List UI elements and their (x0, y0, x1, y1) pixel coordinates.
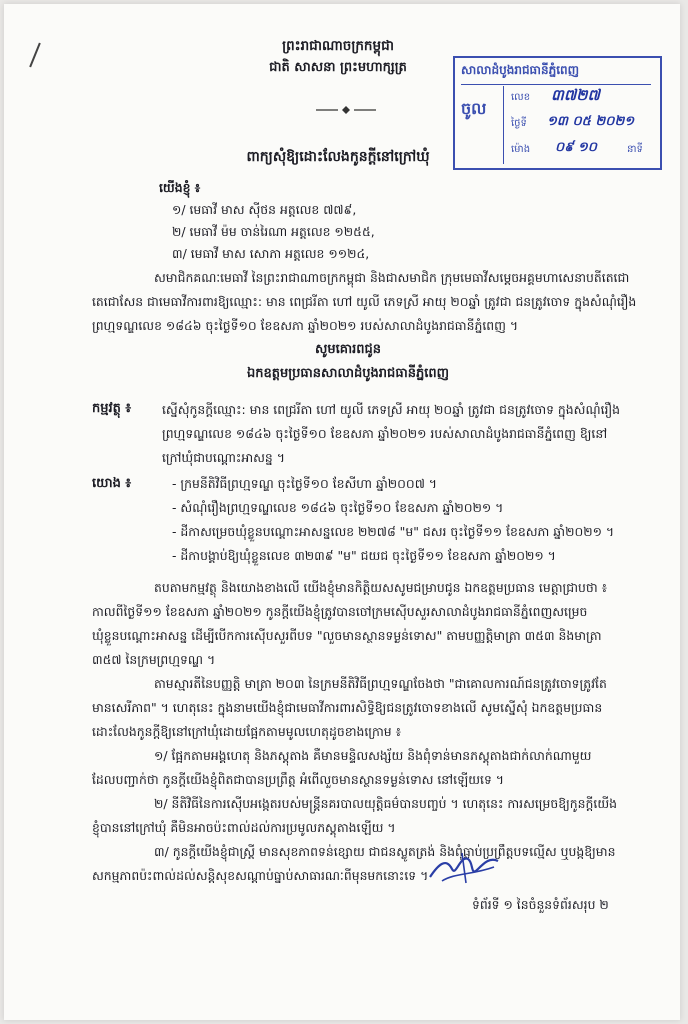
reference-label: យោង ៖ (92, 476, 132, 491)
body-line-8: ១/ ផ្អែកតាមអង្គហេតុ និងភស្តុតាង គឺមានមន្ទិលសង្ស័យ និងពុំទាន់មានភស្តុតាងជាក់លាក់ណាមួយ (154, 748, 592, 763)
stamp-time-value: ០៩ ១០ (555, 140, 597, 155)
stamp-no-label: លេខ (511, 92, 531, 103)
body-line-7: ដោះលែងកូនក្ដីឱ្យនៅក្រៅឃុំដោយផ្អែកតាមមូលហេតុដូចខាងក្រោម ៖ (92, 724, 402, 739)
body-line-1: តបតាមកម្មវត្ថុ និងយោងខាងលើ យើងខ្ញុំមានកិត្តិយសសូមជម្រាបជូន ឯកឧត្ដមប្រធាន មេត្តាជ្រាបថា ៖ (154, 580, 608, 595)
subject-line-1: ស្នើសុំកូនក្ដីឈ្មោះ: មាន ពេជ្ររីតា ហៅ យូលី ភេទស្រី អាយុ ២០ឆ្នាំ ត្រូវជា ជនត្រូវចោទ ក្នុងសំណុំរឿង (162, 402, 620, 417)
stamp-date-label: ថ្ងៃទី (511, 118, 527, 129)
body-line-11: ខ្ញុំបាននៅក្រៅឃុំ គឺមិនអាចប៉ះពាល់ដល់ការប្រមូលភស្តុតាងឡើយ ។ (92, 820, 396, 835)
body-line-6: មានសេរីភាព" ។ ហេតុនេះ ក្នុងនាមយើងខ្ញុំជាមេធាវីការពារសិទ្ធិឱ្យជនត្រូវចោទខាងលើ សូមស្នើសុំ ឯកឧត្ដមប្រធាន (92, 700, 603, 715)
body-line-3: ឃុំខ្លួនបណ្ដោះអាសន្ន ដើម្បីបើកការស៊ើបសួរពីបទ "លួចមានស្ថានទម្ងន់ទោស" តាមបញ្ញត្តិមាត្រា ៣៥៣ និងមាត្រា (92, 628, 602, 643)
body-line-10: ២/ នីតិវិធីនៃការស៊ើបអង្កេតរបស់មន្ត្រីនគរបាលយុត្តិធម៌បានបញ្ចប់ ។ ហេតុនេះ ការសម្រេចឱ្យកូនក្ដីយើង (154, 796, 617, 811)
sender-label: យើងខ្ញុំ ៖ (159, 180, 201, 195)
stamp-court-name: សាលាដំបូងរាជធានីភ្នំពេញ (461, 62, 651, 85)
pen-mark (29, 43, 41, 68)
stamp-date-value: ១៣ ០៥ ២០២១ (547, 114, 635, 129)
stamp-received: ចូល (461, 99, 487, 118)
motto-heading: ជាតិ សាសនា ព្រះមហាក្សត្រ (269, 60, 407, 75)
subject-label: កម្មវត្ថុ ៖ (92, 401, 132, 416)
stamp-time-suffix: នាទី (627, 144, 643, 155)
page-number: ទំព័រទី ១ នៃចំនួនទំព័រសរុប ២ (472, 897, 609, 912)
signature-mark (424, 847, 504, 887)
intro-line-2: តេជោសែន ជាមេធាវីការពារឱ្យឈ្មោះ: មាន ពេជ្ររីតា ហៅ យូលី ភេទស្រី អាយុ ២០ឆ្នាំ ត្រូវជា ជនត្រូវចោទ ក្នុងសំណុំរឿង (92, 294, 637, 309)
reference-item-2: - សំណុំរឿងព្រហ្មទណ្ឌលេខ ១៨៤៦ ចុះថ្ងៃទី១០ ខែឧសភា ឆ្នាំ២០២១ ។ (172, 500, 504, 515)
stamp-no-value: ៣៧២៧ (551, 86, 600, 104)
body-line-2: កាលពីថ្ងៃទី១១ ខែឧសភា ឆ្នាំ២០២១ កូនក្ដីយើងខ្ញុំត្រូវបានចៅក្រមស៊ើបសួរសាលាដំបូងរាជធានីភ្នំពេញសម្រេច (92, 604, 588, 619)
reference-item-1: - ក្រមនីតិវិធីព្រហ្មទណ្ឌ ចុះថ្ងៃទី១០ ខែសីហា ឆ្នាំ២០០៧ ។ (172, 476, 437, 491)
lawyer-line-2: ២/ មេធាវី ម៉ម ចាន់រៃណា អត្តលេខ ១២៥៥, (172, 224, 375, 239)
intro-line-3: ព្រហ្មទណ្ឌលេខ ១៨៤៦ ចុះថ្ងៃទី១០ ខែឧសភា ឆ្នាំ២០២១ របស់សាលាដំបូងរាជធានីភ្នំពេញ ។ (92, 318, 519, 333)
divider-ornament-icon (316, 103, 376, 117)
kingdom-heading: ព្រះរាជាណាចក្រកម្ពុជា (282, 38, 394, 54)
reference-item-3: - ដីកាសម្រេចឃុំខ្លួនបណ្ដោះអាសន្នលេខ ២២៧៨ "ម" ជសរ ចុះថ្ងៃទី១១ ខែឧសភា ឆ្នាំ២០២១ ។ (172, 524, 615, 539)
document-title: ពាក្យសុំឱ្យដោះលែងកូនក្ដីនៅក្រៅឃុំ (246, 149, 430, 165)
lawyer-line-3: ៣/ មេធាវី មាស សោភា អត្តលេខ ១១២៤, (172, 246, 370, 261)
body-line-12: ៣/ កូនក្ដីយើងខ្ញុំជាស្ត្រី មានសុខភាពទន់ខ្សោយ ជាជនស្លូតត្រង់ និងពុំធ្លាប់ប្រព្រឹត្តបទល្មើស ឬបង្កឱ្យមាន (154, 844, 616, 859)
addressee-line-1: សូមគោរពជូន (314, 342, 381, 357)
body-line-9: ដែលបញ្ជាក់ថា កូនក្ដីយើងខ្ញុំពិតជាបានប្រព្រឹត្ត អំពើលួចមានស្ថានទម្ងន់ទោស នៅឡើយទេ ។ (92, 772, 504, 787)
lawyer-line-1: ១/ មេធាវី មាស ស៊ីថន អត្តលេខ ៧៧៩, (172, 202, 357, 217)
stamp-time-label: ម៉ោង (511, 144, 531, 155)
subject-line-2: ព្រហ្មទណ្ឌលេខ ១៨៤៦ ចុះថ្ងៃទី១០ ខែឧសភា ឆ្នាំ២០២១ របស់សាលាដំបូងរាជធានីភ្នំពេញ ឱ្យនៅ (162, 426, 608, 441)
document-page (4, 4, 680, 1020)
body-line-4: ៣៥៧ នៃក្រមព្រហ្មទណ្ឌ ។ (92, 652, 216, 667)
body-line-13: សកម្មភាពប៉ះពាល់ដល់សន្តិសុខសណ្ដាប់ធ្នាប់សាធារណៈពីមុនមកនោះទេ ។ (92, 868, 429, 883)
subject-line-3: ក្រៅឃុំជាបណ្ដោះអាសន្ន ។ (162, 450, 285, 465)
body-line-5: តាមស្មារតីនៃបញ្ញត្តិ មាត្រា ២០៣ នៃក្រមនីតិវិធីព្រហ្មទណ្ឌចែងថា "ជាគោលការណ៍ជនត្រូវចោទត្រូវតែ (154, 676, 607, 691)
reference-item-4: - ដីកាបង្គាប់ឱ្យឃុំខ្លួនលេខ ៣២៣៩ "ម" ជយជ ចុះថ្ងៃទី១១ ខែឧសភា ឆ្នាំ២០២១ ។ (172, 548, 556, 563)
addressee-line-2: ឯកឧត្ដមប្រធានសាលាដំបូងរាជធានីភ្នំពេញ (247, 366, 449, 381)
intro-line-1: សមាជិកគណៈមេធាវី នៃព្រះរាជាណាចក្រកម្ពុជា និងជាសមាជិក ក្រុមមេធាវីសម្ដេចអគ្គមហាសេនាបតីតេជោ (154, 270, 630, 285)
